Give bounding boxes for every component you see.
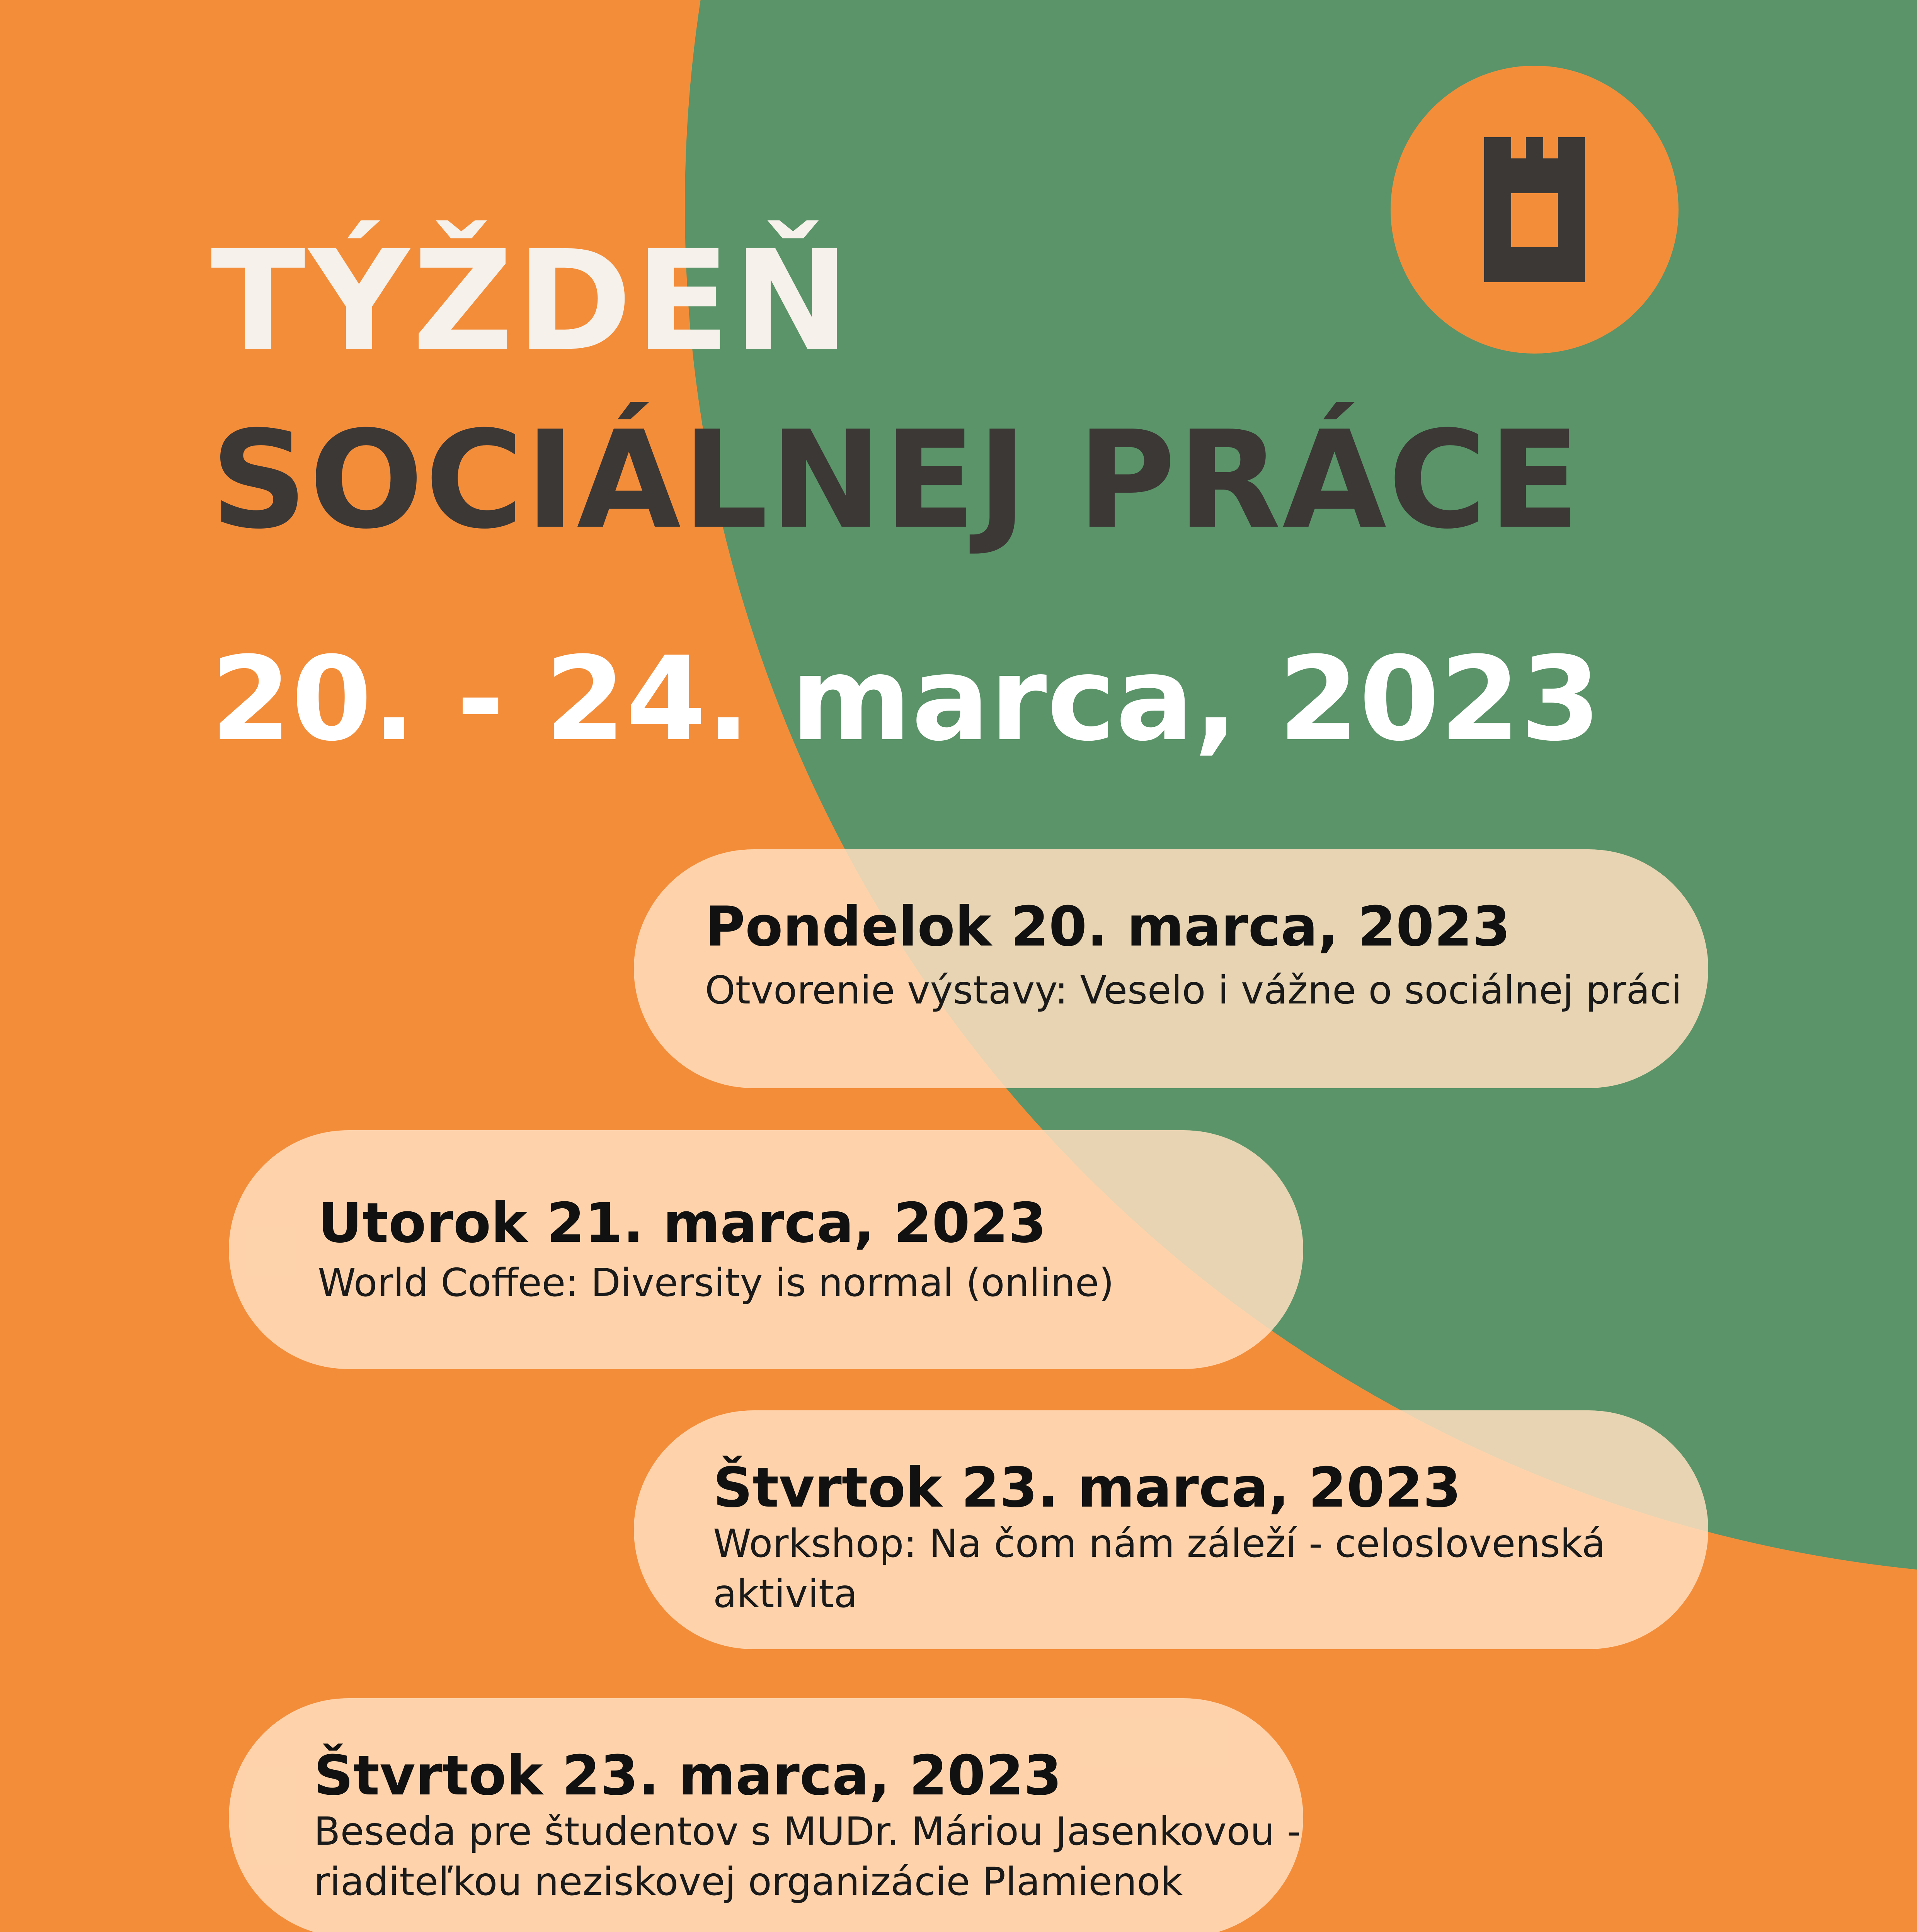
event-date: Pondelok 20. marca, 2023	[705, 895, 1511, 959]
event-description	[713, 1519, 1605, 1619]
event-pill-tuesday	[229, 1130, 1303, 1369]
title-line-2: SOCIÁLNEJ PRÁCE	[211, 402, 1582, 559]
event-date: Štvrtok 23. marca, 2023	[713, 1456, 1461, 1520]
event-description-line: Workshop: Na čom nám záleží - celoslovenská	[713, 1521, 1606, 1566]
ucm-tower-logo-icon	[1391, 66, 1679, 354]
university-logo	[1391, 66, 1679, 354]
event-pill-thursday-workshop	[634, 1410, 1708, 1649]
event-description-line: World Coffee: Diversity is normal (online)	[318, 1260, 1114, 1305]
event-date: Štvrtok 23. marca, 2023	[314, 1744, 1062, 1808]
event-description	[705, 965, 1682, 1015]
event-description-line: aktivita	[713, 1571, 858, 1616]
event-date: Utorok 21. marca, 2023	[318, 1191, 1047, 1255]
event-pill-monday	[634, 849, 1708, 1088]
event-description	[318, 1258, 1114, 1308]
event-date-range: 20. - 24. marca, 2023	[211, 632, 1601, 767]
event-description-line: Otvorenie výstavy: Veselo i vážne o sociálnej práci	[705, 968, 1682, 1013]
event-description	[314, 1806, 1301, 1907]
event-description-line: riaditeľkou neziskovej organizácie Plamienok	[314, 1859, 1183, 1904]
event-pill-thursday-discussion	[229, 1698, 1303, 1932]
event-description-line: Beseda pre študentov s MUDr. Máriou Jasenkovou -	[314, 1809, 1301, 1854]
title-line-1: TÝŽDEŇ	[211, 220, 853, 382]
